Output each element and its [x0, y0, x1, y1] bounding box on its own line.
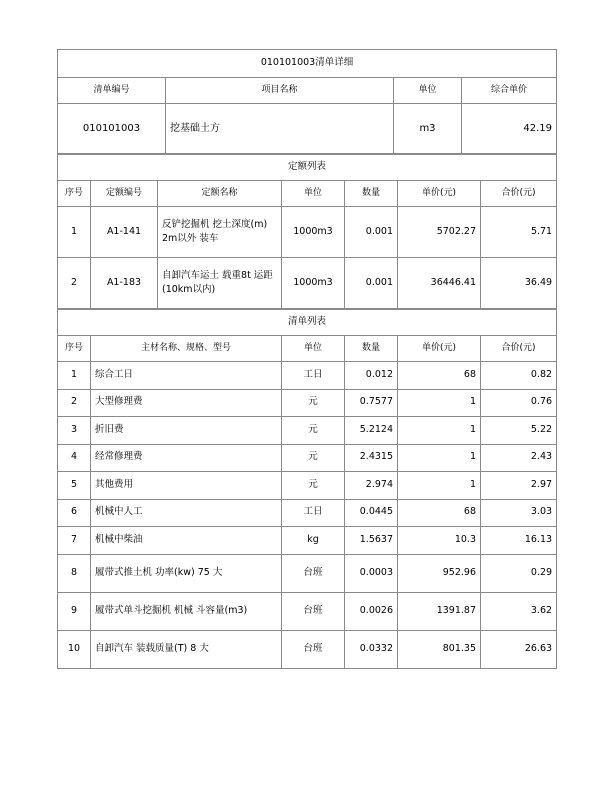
table-row — [58, 630, 557, 668]
list-price: 1 — [398, 389, 481, 417]
list-price: 952.96 — [398, 554, 481, 592]
list-no: 3 — [58, 417, 91, 445]
header-list-unit: 单位 — [282, 336, 345, 362]
header-quota-price: 单价(元) — [398, 181, 481, 207]
list-qty: 0.0003 — [345, 554, 398, 592]
list-total: 0.29 — [481, 554, 557, 592]
list-header-row — [58, 336, 557, 362]
quota-code: A1-141 — [91, 207, 158, 258]
quota-total: 5.71 — [481, 207, 557, 258]
quota-price: 36446.41 — [398, 258, 481, 309]
list-total: 5.22 — [481, 417, 557, 445]
header-quota-unit: 单位 — [282, 181, 345, 207]
list-total: 0.82 — [481, 362, 557, 390]
list-no: 8 — [58, 554, 91, 592]
list-name: 机械中人工 — [91, 499, 282, 527]
list-price: 1 — [398, 472, 481, 500]
quota-section-title: 定额列表 — [58, 155, 557, 181]
header-list-qty: 数量 — [345, 336, 398, 362]
header-unit: 单位 — [394, 78, 462, 104]
list-no: 2 — [58, 389, 91, 417]
list-total: 3.03 — [481, 499, 557, 527]
list-no: 9 — [58, 592, 91, 630]
header-item-name: 项目名称 — [166, 78, 394, 104]
list-qty: 0.7577 — [345, 389, 398, 417]
list-name: 折旧费 — [91, 417, 282, 445]
table-row — [58, 554, 557, 592]
header-list-no: 序号 — [58, 336, 91, 362]
list-no: 6 — [58, 499, 91, 527]
quota-name: 自卸汽车运土 载重8t 运距(10km以内) — [158, 258, 282, 309]
list-unit: 工日 — [282, 499, 345, 527]
header-quota-total: 合价(元) — [481, 181, 557, 207]
list-qty: 0.0332 — [345, 630, 398, 668]
header-list-total: 合价(元) — [481, 336, 557, 362]
list-unit: 台班 — [282, 630, 345, 668]
header-list-name: 主材名称、规格、型号 — [91, 336, 282, 362]
quota-price: 5702.27 — [398, 207, 481, 258]
list-price: 10.3 — [398, 527, 481, 555]
quota-no: 2 — [58, 258, 91, 309]
table-row — [58, 362, 557, 390]
table-row — [58, 527, 557, 555]
list-total: 2.97 — [481, 472, 557, 500]
list-name: 机械中柴油 — [91, 527, 282, 555]
list-name: 履带式推土机 功率(kw) 75 大 — [91, 554, 282, 592]
quota-header-row — [58, 181, 557, 207]
quota-name: 反铲挖掘机 挖土深度(m) 2m以外 装车 — [158, 207, 282, 258]
list-total: 26.63 — [481, 630, 557, 668]
document-sheet — [57, 49, 556, 669]
list-qty: 0.0026 — [345, 592, 398, 630]
header-comprehensive-price: 综合单价 — [462, 78, 557, 104]
header-quota-qty: 数量 — [345, 181, 398, 207]
table-row — [58, 444, 557, 472]
header-quota-name: 定额名称 — [158, 181, 282, 207]
detail-table — [57, 49, 557, 154]
header-list-price: 单价(元) — [398, 336, 481, 362]
list-qty: 1.5637 — [345, 527, 398, 555]
list-name: 履带式单斗挖掘机 机械 斗容量(m3) — [91, 592, 282, 630]
table-row — [58, 499, 557, 527]
list-no: 1 — [58, 362, 91, 390]
list-price: 68 — [398, 499, 481, 527]
list-total: 16.13 — [481, 527, 557, 555]
list-unit: 元 — [282, 444, 345, 472]
cell-item-name: 挖基础土方 — [166, 104, 394, 154]
list-price: 1391.87 — [398, 592, 481, 630]
document-title-row — [58, 50, 557, 78]
list-total: 2.43 — [481, 444, 557, 472]
quota-qty: 0.001 — [345, 258, 398, 309]
list-price: 1 — [398, 444, 481, 472]
table-row — [58, 389, 557, 417]
list-qty: 2.4315 — [345, 444, 398, 472]
list-no: 5 — [58, 472, 91, 500]
header-quota-code: 定额编号 — [91, 181, 158, 207]
list-unit: 元 — [282, 472, 345, 500]
header-quota-no: 序号 — [58, 181, 91, 207]
table-row — [58, 207, 557, 258]
list-price: 1 — [398, 417, 481, 445]
list-qty: 0.0445 — [345, 499, 398, 527]
table-row — [58, 472, 557, 500]
list-name: 大型修理费 — [91, 389, 282, 417]
list-unit: kg — [282, 527, 345, 555]
list-no: 7 — [58, 527, 91, 555]
quota-qty: 0.001 — [345, 207, 398, 258]
list-section-title: 清单列表 — [58, 310, 557, 336]
table-row — [58, 417, 557, 445]
list-no: 4 — [58, 444, 91, 472]
main-data-row — [58, 104, 557, 154]
list-unit: 工日 — [282, 362, 345, 390]
list-price: 801.35 — [398, 630, 481, 668]
header-clearing-code: 清单编号 — [58, 78, 166, 104]
cell-clearing-code: 010101003 — [58, 104, 166, 154]
quota-table — [57, 154, 557, 309]
page-title: 010101003清单详细 — [58, 50, 557, 78]
list-price: 68 — [398, 362, 481, 390]
list-no: 10 — [58, 630, 91, 668]
quota-unit: 1000m3 — [282, 207, 345, 258]
list-name: 综合工日 — [91, 362, 282, 390]
main-header-row — [58, 78, 557, 104]
list-qty: 2.974 — [345, 472, 398, 500]
list-total: 3.62 — [481, 592, 557, 630]
material-list-table — [57, 309, 557, 669]
cell-comprehensive-price: 42.19 — [462, 104, 557, 154]
list-total: 0.76 — [481, 389, 557, 417]
table-row — [58, 258, 557, 309]
list-unit: 台班 — [282, 592, 345, 630]
list-qty: 5.2124 — [345, 417, 398, 445]
list-unit: 台班 — [282, 554, 345, 592]
quota-total: 36.49 — [481, 258, 557, 309]
list-name: 自卸汽车 装载质量(T) 8 大 — [91, 630, 282, 668]
table-row — [58, 592, 557, 630]
quota-code: A1-183 — [91, 258, 158, 309]
quota-no: 1 — [58, 207, 91, 258]
list-section-title-row — [58, 310, 557, 336]
list-qty: 0.012 — [345, 362, 398, 390]
quota-section-title-row — [58, 155, 557, 181]
list-name: 其他费用 — [91, 472, 282, 500]
quota-unit: 1000m3 — [282, 258, 345, 309]
cell-unit: m3 — [394, 104, 462, 154]
list-name: 经常修理费 — [91, 444, 282, 472]
list-unit: 元 — [282, 389, 345, 417]
list-unit: 元 — [282, 417, 345, 445]
